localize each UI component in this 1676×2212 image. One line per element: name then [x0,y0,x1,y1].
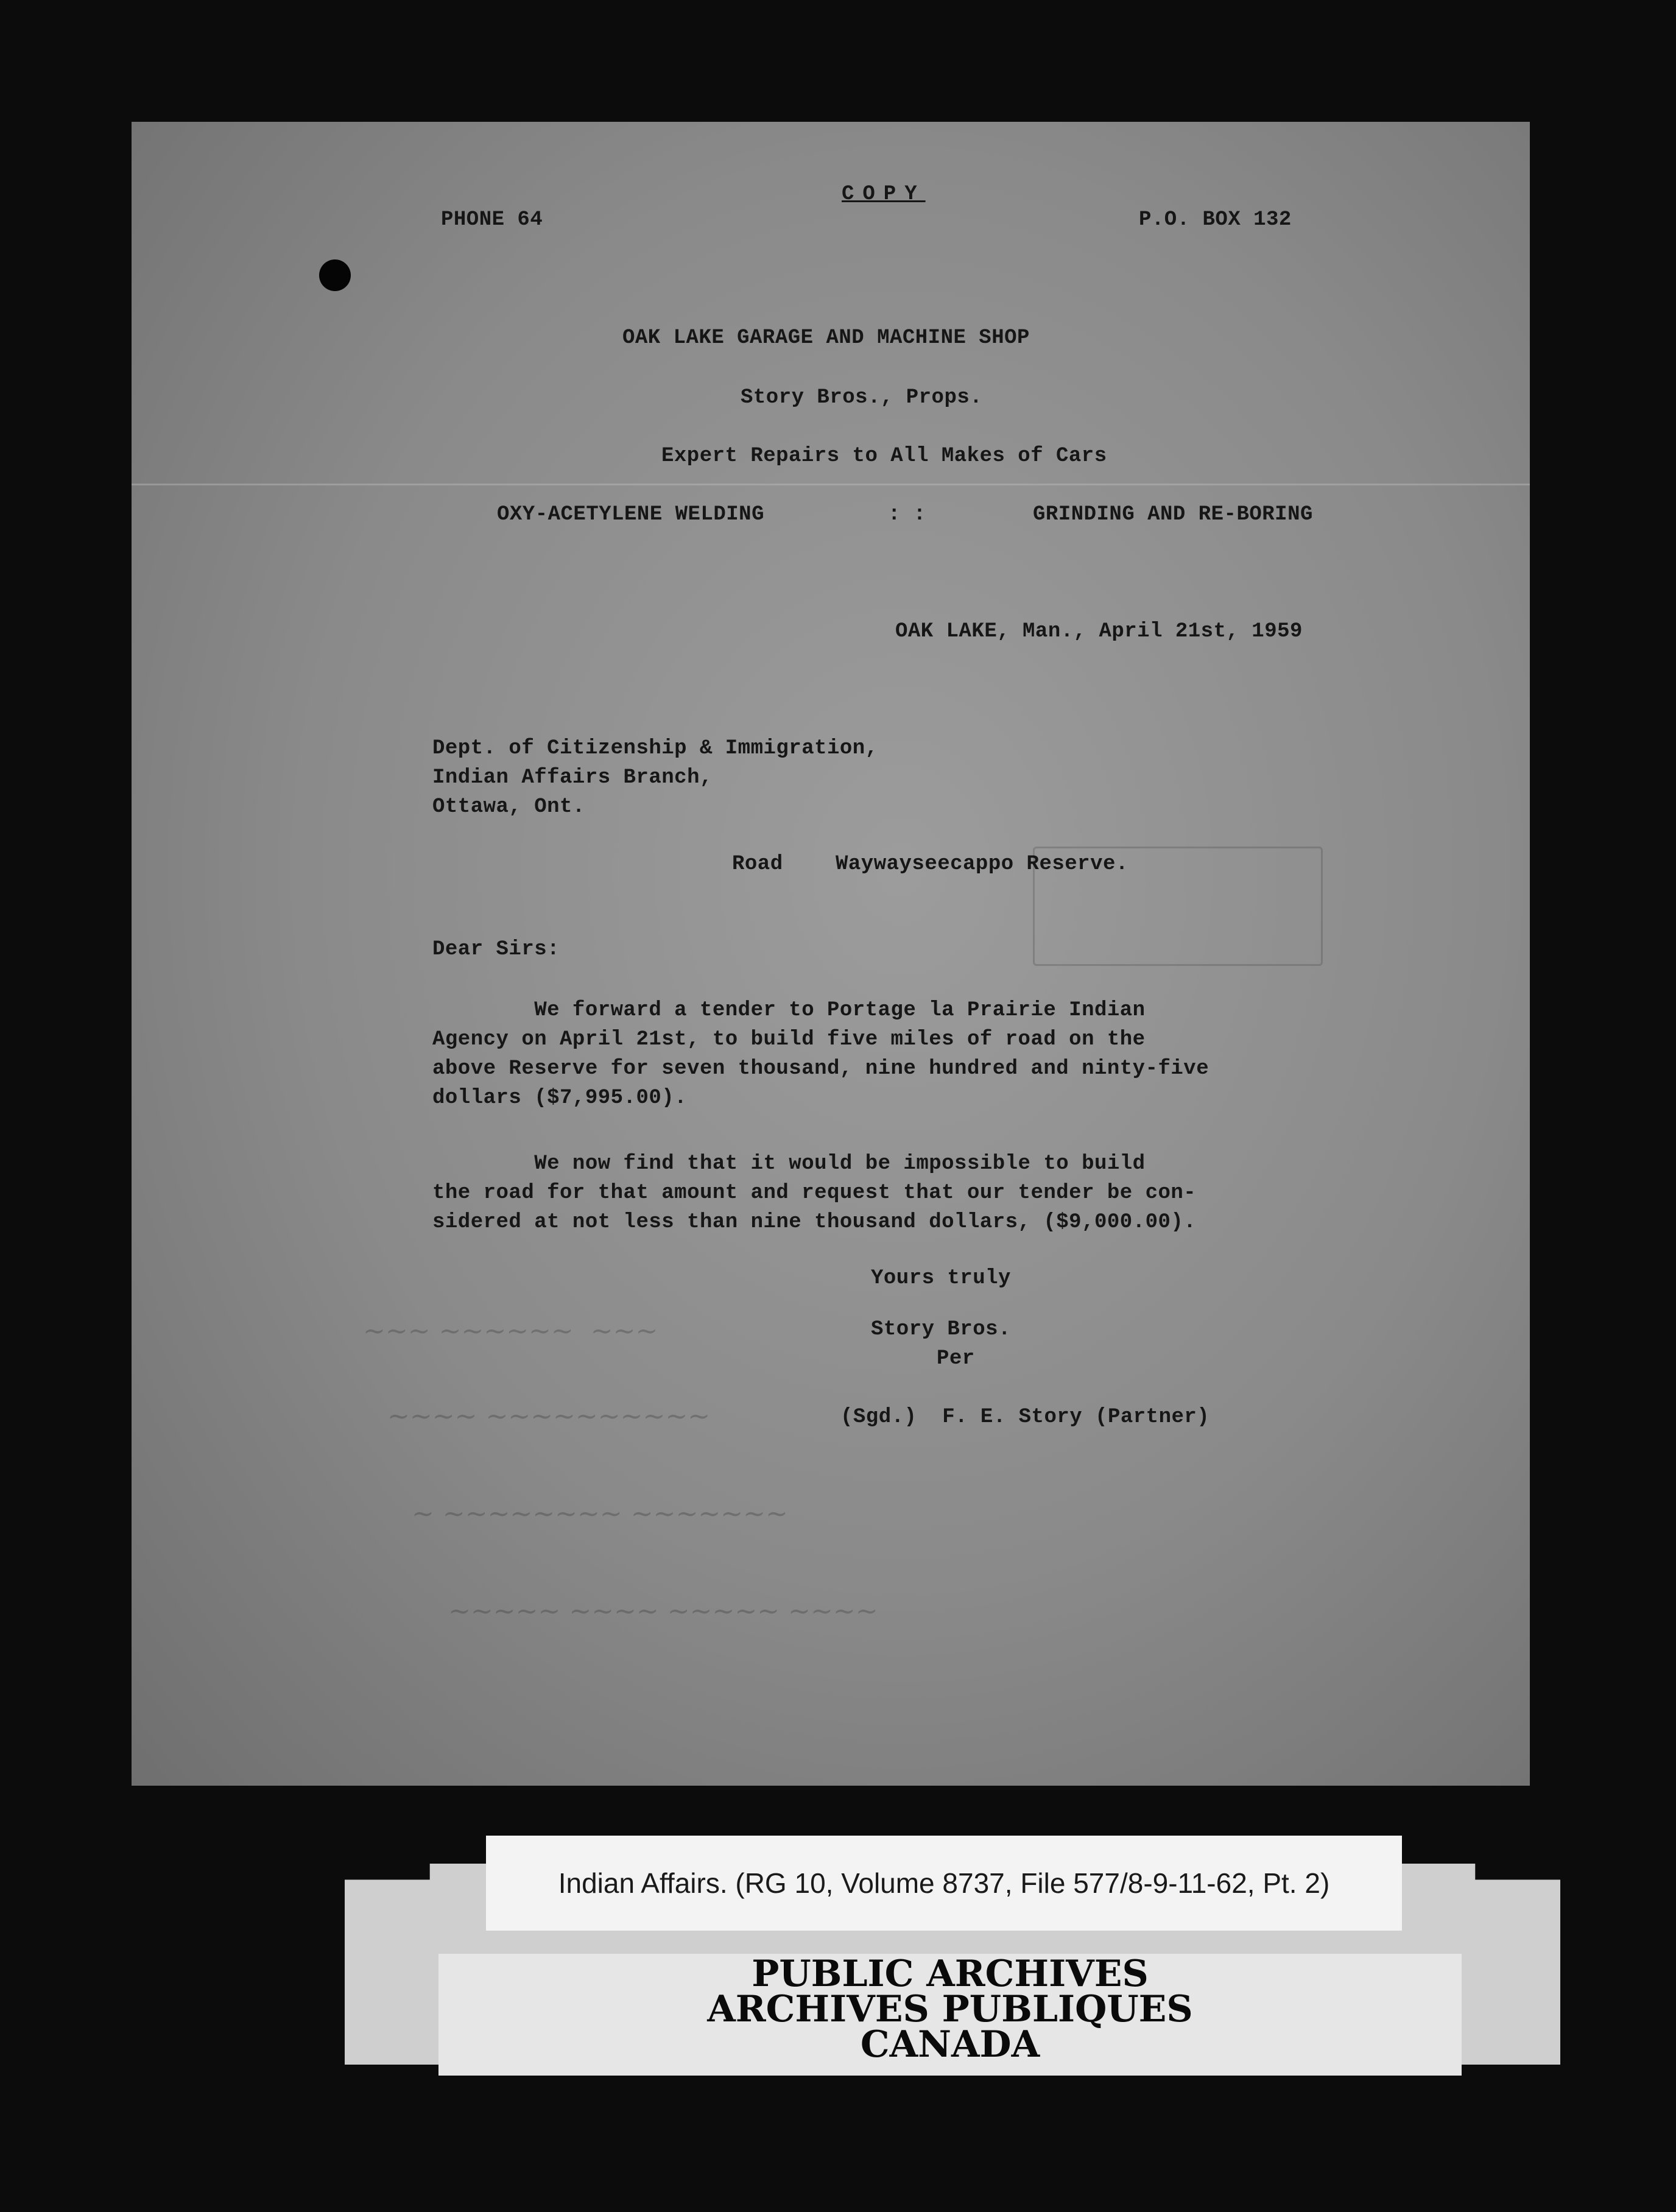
service-right: GRINDING AND RE-BORING [1033,503,1313,526]
letter-sheet [132,122,1530,1786]
address-line: Ottawa, Ont. [432,795,585,819]
fold-line [132,484,1530,485]
tagline: Expert Repairs to All Makes of Cars [661,445,1107,468]
copy-label: COPY [842,183,926,206]
po-box: P.O. BOX 132 [1139,208,1292,231]
signature-line: (Sgd.) F. E. Story (Partner) [840,1406,1210,1429]
archive-stamp-line: PUBLIC ARCHIVES [752,1953,1149,1995]
archive-stamp [438,1953,1462,2066]
faded-handwriting: ~~~~~ ~~~~ ~~~~~ ~~~~ [448,1596,878,1627]
paragraph-line: Agency on April 21st, to build five miles of road on the [432,1028,1146,1051]
archive-reference: Indian Affairs. (RG 10, Volume 8737, File 577/8-9-11-62, Pt. 2) [558,1867,1330,1899]
address-line: Dept. of Citizenship & Immigration, [432,737,878,760]
dateline: OAK LAKE, Man., April 21st, 1959 [895,620,1303,643]
salutation: Dear Sirs: [432,938,560,961]
archive-reference-label [486,1836,1402,1931]
archive-stamp-line: ARCHIVES PUBLIQUES [707,1988,1193,2031]
service-separator: : : [888,503,926,526]
closing: Yours truly [871,1267,1011,1290]
faded-handwriting: ~ ~~~~~~~~ ~~~~~~~ [412,1498,788,1529]
archive-stamp-line: CANADA [860,2023,1040,2066]
faded-handwriting: ~~~ ~~~~~~ ~~~ [363,1316,658,1347]
service-left: OXY-ACETYLENE WELDING [497,503,764,526]
paragraph-line: We now find that it would be impossible to build [432,1152,1146,1175]
subject-line: Waywayseecappo Reserve. [836,853,1128,876]
paragraph-line: dollars ($7,995.00). [432,1087,688,1110]
company-name: OAK LAKE GARAGE AND MACHINE SHOP [622,326,1030,350]
paragraph-line: We forward a tender to Portage la Prairie Indian [432,999,1146,1022]
proprietors-line: Story Bros., Props. [741,386,983,409]
address-line: Indian Affairs Branch, [432,766,713,789]
ink-blot [319,259,351,291]
paragraph-line: above Reserve for seven thousand, nine hundred and ninty-five [432,1057,1209,1080]
subject-label: Road [732,853,783,876]
faded-handwriting: ~~~~ ~~~~~~~~~~ [387,1401,711,1432]
phone-number: PHONE 64 [441,208,543,231]
paragraph-line: the road for that amount and request that our tender be con- [432,1182,1197,1205]
paragraph-line: sidered at not less than nine thousand dollars, ($9,000.00). [432,1211,1197,1234]
signature-company: Story Bros. [871,1318,1011,1341]
signature-per: Per [937,1347,975,1370]
